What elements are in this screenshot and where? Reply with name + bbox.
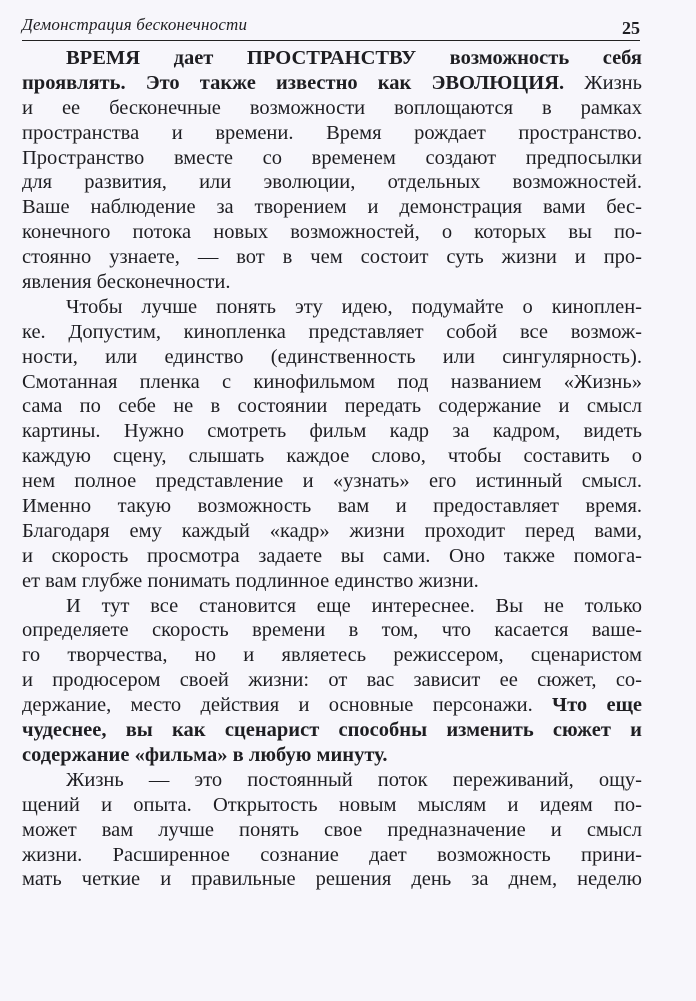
text: Благодаря ему каждый «кадр» жизни проходит перед вами, — [22, 519, 642, 542]
text-line — [22, 444, 642, 469]
text: ности, или единство (единственность или сингулярность). — [22, 345, 642, 368]
text-line — [22, 618, 642, 643]
text: пространства и времени. Время рождает пространство. — [22, 121, 642, 144]
text-line — [22, 494, 642, 519]
text-line — [22, 569, 642, 594]
bold-text: содержание «фильма» в любую минуту. — [22, 743, 388, 766]
text-line — [22, 469, 642, 494]
text: ке. Допустим, кинопленка представляет собой все возмож- — [22, 320, 642, 343]
paragraph — [22, 594, 642, 768]
bold-text: проявлять. Это также известно как ЭВОЛЮЦИЯ. — [22, 71, 565, 94]
text-line — [22, 818, 642, 843]
text: сама по себе не в состоянии передать содержание и смысл — [22, 395, 642, 418]
page-number: 25 — [622, 18, 640, 38]
text: нем полное представление и «узнать» его истинный смысл. — [22, 470, 642, 493]
text-line — [22, 544, 642, 569]
page-body — [22, 46, 642, 892]
text-line — [22, 643, 642, 668]
text: определяете скорость времени в том, что касается ваше- — [22, 619, 642, 642]
text-line — [22, 195, 642, 220]
text-line — [22, 220, 642, 245]
text-line — [22, 320, 642, 345]
text-line — [22, 793, 642, 818]
text-line — [22, 419, 642, 444]
text: Смотанная пленка с кинофильмом под названием «Жизнь» — [22, 370, 642, 393]
text: щений и опыта. Открытость новым мыслям и идеям по- — [22, 793, 642, 816]
text: Ваше наблюдение за творением и демонстрация вами бес- — [22, 196, 642, 219]
text: может вам лучше понять свое предназначение и смысл — [22, 818, 642, 841]
text-line — [22, 270, 642, 295]
text-line — [22, 594, 642, 619]
text-line — [22, 843, 642, 868]
text: и скорость просмотра задаете вы сами. Оно также помога- — [22, 544, 642, 567]
bold-text: Что еще — [552, 694, 642, 717]
text: конечного потока новых возможностей, о которых вы по- — [22, 221, 642, 244]
text: Жизнь — это постоянный поток переживаний, ощу- — [66, 768, 642, 791]
text-line — [22, 519, 642, 544]
text-line — [22, 394, 642, 419]
text: Именно такую возможность вам и предоставляет время. — [22, 495, 642, 518]
text-line — [22, 46, 642, 71]
text: мать четкие и правильные решения день за днем, неделю — [22, 868, 642, 891]
text-line — [22, 718, 642, 743]
paragraph — [22, 295, 642, 594]
text: каждую сцену, слышать каждое слово, чтобы составить о — [22, 445, 642, 468]
text: И тут все становится еще интереснее. Вы не только — [66, 594, 642, 617]
paragraph — [22, 46, 642, 295]
text-line — [22, 71, 642, 96]
text-line — [22, 170, 642, 195]
text-line — [22, 295, 642, 320]
bold-text: чудеснее, вы как сценарист способны изменить сюжет и — [22, 719, 642, 742]
text-line — [22, 146, 642, 171]
text: го творчества, но и являетесь режиссером, сценаристом — [22, 644, 642, 667]
text: ет вам глубже понимать подлинное единство жизни. — [22, 569, 479, 592]
text: стоянно узнаете, — вот в чем состоит суть жизни и про- — [22, 246, 642, 269]
running-header-title: Демонстрация бесконечности — [22, 15, 248, 34]
text: Чтобы лучше понять эту идею, подумайте о киноплен- — [66, 295, 642, 318]
text-line — [22, 867, 642, 892]
text: картины. Нужно смотреть фильм кадр за кадром, видеть — [22, 420, 642, 443]
text: для развития, или эволюции, отдельных возможностей. — [22, 171, 642, 194]
text-line — [22, 768, 642, 793]
text-line — [22, 370, 642, 395]
text-line — [22, 693, 642, 718]
text: и продюсером своей жизни: от вас зависит ее сюжет, со- — [22, 669, 642, 692]
bold-text: ВРЕМЯ дает ПРОСТРАНСТВУ возможность себя — [66, 47, 642, 69]
text-line — [22, 345, 642, 370]
text: держание, место действия и основные персонажи. — [22, 694, 553, 717]
text: и ее бесконечные возможности воплощаются в рамках — [22, 96, 642, 119]
text-line — [22, 245, 642, 270]
running-header — [22, 12, 640, 41]
text: Жизнь — [564, 71, 642, 94]
text: явления бесконечности. — [22, 271, 231, 294]
text-line — [22, 96, 642, 121]
text: жизни. Расширенное сознание дает возможность прини- — [22, 843, 642, 866]
paragraph — [22, 768, 642, 892]
text-line — [22, 668, 642, 693]
text-line — [22, 743, 642, 768]
text: Пространство вместе со временем создают предпосылки — [22, 146, 642, 169]
text-line — [22, 121, 642, 146]
